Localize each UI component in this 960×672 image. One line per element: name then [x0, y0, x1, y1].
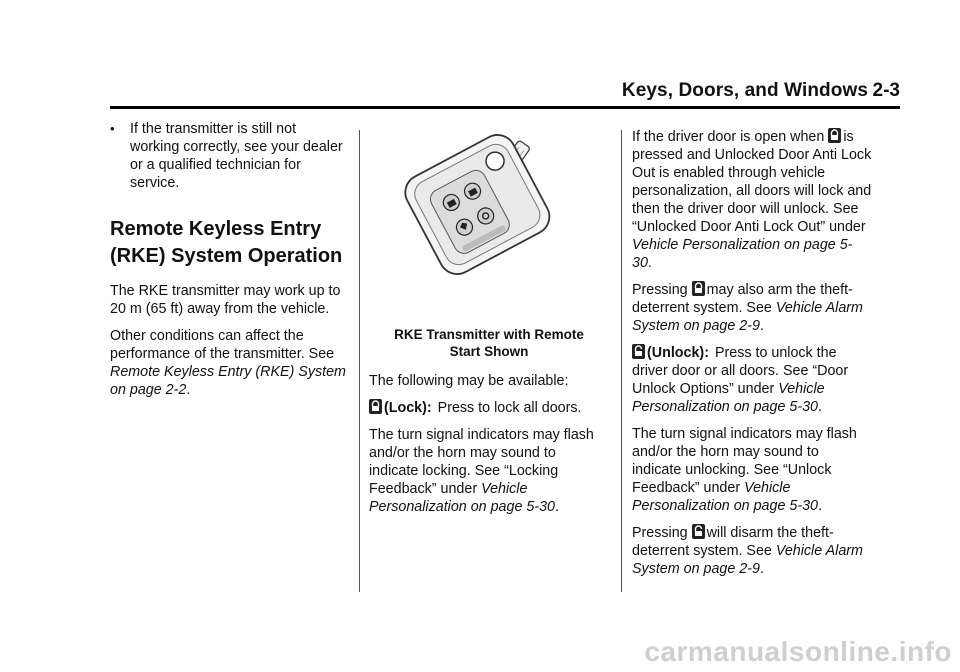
disarm-text-b: will disarm the theft-deterrent system. See: [632, 525, 834, 559]
unlock-term: (Unlock):: [647, 345, 709, 361]
unlock-definition: [632, 344, 872, 416]
lock-icon: [369, 399, 382, 414]
section-heading: [110, 216, 346, 270]
header-rule: [110, 106, 900, 109]
heading-line-2: (RKE) System Operation: [110, 245, 343, 267]
punct: .: [818, 399, 822, 415]
key-fob-svg: [369, 130, 609, 320]
lock-description: Press to lock all doors.: [437, 400, 582, 416]
column-divider-1: [359, 130, 360, 592]
punct: .: [186, 382, 191, 398]
arm-text-b: may also arm the theft-deterrent system. See: [632, 282, 853, 316]
lock-icon: [692, 281, 705, 296]
unlock-description: Press to unlock the driver door or all doors. See “Door Unlock Options” under: [632, 345, 849, 397]
caption-line-2: Start Shown: [449, 344, 529, 359]
section-title: Keys, Doors, and Windows: [621, 80, 868, 101]
column-3: [632, 128, 872, 587]
column-divider-2: [621, 130, 622, 592]
watermark: carmanualsonline.info: [644, 636, 952, 667]
vehicle-personalization-reference[interactable]: Vehicle Personalization on page 5-30: [632, 381, 825, 415]
column-1: [110, 120, 346, 408]
punct: .: [759, 318, 764, 334]
figure-caption: [369, 326, 609, 360]
arm-text-a: Pressing: [632, 282, 688, 298]
anti-lockout-text-b: is pressed and Unlocked Door Anti Lock Out is enabled through vehicle personalization, all doors will lock and then the driver door will unlock. See “Unlocked Door Anti Lock Out” under: [632, 129, 872, 235]
rke-system-reference[interactable]: Remote Keyless Entry (RKE) System on page 2-2: [110, 364, 346, 398]
vehicle-alarm-reference[interactable]: Vehicle Alarm System on page 2-9: [632, 543, 863, 577]
punct: .: [647, 255, 652, 271]
conditions-paragraph: [110, 327, 346, 399]
unlock-feedback-text: The turn signal indicators may flash and/or the horn may sound to indicate unlocking. See “Unlock Feedback” under: [632, 426, 857, 496]
available-paragraph: The following may be available:: [369, 373, 569, 389]
vehicle-alarm-reference[interactable]: Vehicle Alarm System on page 2-9: [632, 300, 863, 334]
bullet-item: [110, 120, 346, 192]
anti-lockout-paragraph: [632, 128, 872, 272]
unlock-icon: [692, 524, 705, 539]
anti-lockout-text-a: If the driver door is open when: [632, 129, 825, 145]
lock-term: (Lock):: [384, 400, 432, 416]
bullet-text: If the transmitter is still not working correctly, see your dealer or a qualified technician for service.: [130, 121, 343, 191]
vehicle-personalization-reference[interactable]: Vehicle Personalization on page 5-30: [632, 480, 818, 514]
caption-line-1: RKE Transmitter with Remote: [394, 327, 584, 342]
punct: .: [759, 561, 764, 577]
range-paragraph: The RKE transmitter may work up to 20 m (65 ft) away from the vehicle.: [110, 283, 341, 317]
key-fob-illustration: [369, 130, 609, 320]
unlock-feedback-paragraph: [632, 425, 872, 515]
column-2: [369, 120, 609, 525]
conditions-text: Other conditions can affect the performance of the transmitter. See: [110, 328, 335, 362]
page-number: 2-3: [872, 80, 900, 101]
heading-line-1: Remote Keyless Entry: [110, 218, 322, 240]
locking-feedback-paragraph: [369, 426, 609, 516]
vehicle-personalization-reference[interactable]: Vehicle Personalization on page 5-30: [369, 481, 555, 515]
locking-feedback-text: The turn signal indicators may flash and/or the horn may sound to indicate locking. See “Locking Feedback” under: [369, 427, 594, 497]
lock-definition: [369, 399, 609, 417]
punct: .: [555, 499, 559, 515]
unlock-icon: [632, 344, 645, 359]
arm-paragraph: [632, 281, 872, 335]
disarm-paragraph: [632, 524, 872, 578]
bullet-icon: •: [110, 121, 115, 136]
punct: .: [818, 498, 822, 514]
lock-icon: [828, 128, 841, 143]
vehicle-personalization-reference[interactable]: Vehicle Personalization on page 5-30: [632, 237, 853, 271]
disarm-text-a: Pressing: [632, 525, 688, 541]
